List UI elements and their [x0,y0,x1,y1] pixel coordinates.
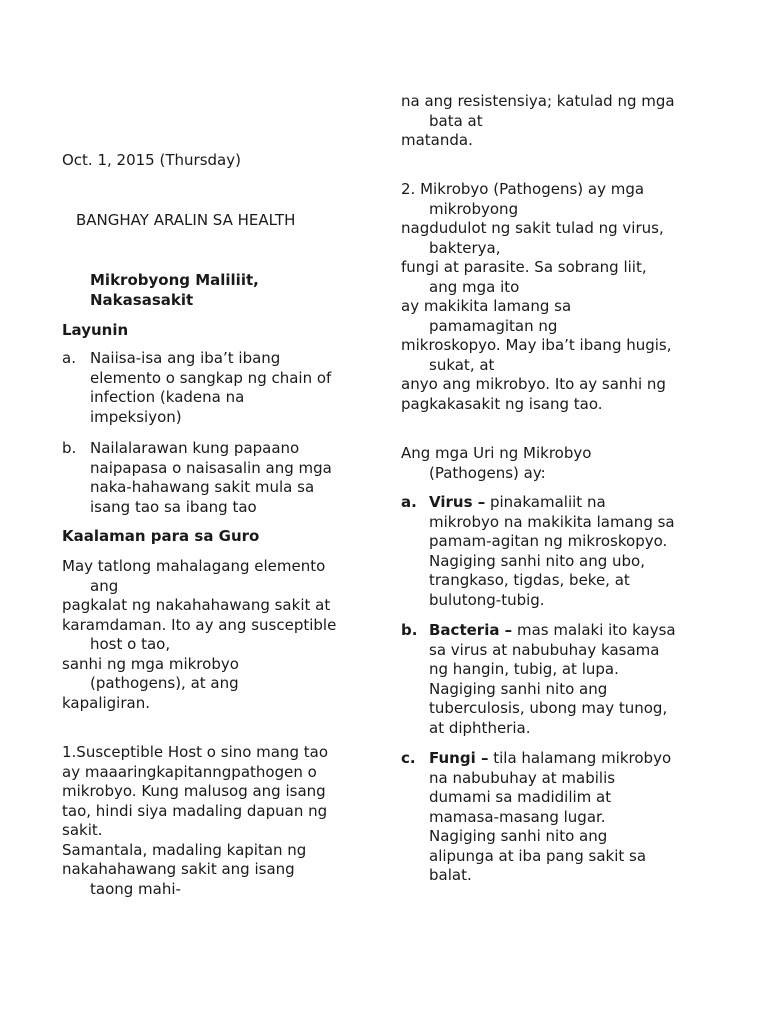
pathogen-type-fungi [401,749,691,886]
paragraph-line: ang [90,576,119,595]
objective-line: elemento o sangkap ng chain of [90,368,332,387]
paragraph-line: anyo ang mikrobyo. Ito ay sanhi ng [401,375,666,393]
type-line: pamam-agitan ng mikroskopyo. [429,532,668,550]
type-line: Nagiging sanhi nito ang [429,679,608,698]
paragraph-line: pagkakasakit ng isang tao. [401,394,603,413]
list-marker: b. [62,439,77,457]
paragraph-line: Ang mga Uri ng Mikrobyo [401,444,592,462]
paragraph-line: mikroskopyo. May iba’t ibang hugis, [401,336,672,354]
type-line: trangkaso, tigdas, beke, at [429,571,630,589]
paragraph-line: (pathogens), at ang [90,674,239,692]
type-line: mikrobyo na makikita lamang sa [429,512,675,531]
paragraph-line: bakterya, [429,238,501,257]
type-term: Bacteria – [429,621,513,639]
objective-line: Naiisa-isa ang iba’t ibang [90,349,281,367]
type-line: ng hangin, tubig, at lupa. [429,660,619,678]
objectives-heading [62,321,352,341]
type-line: bulutong-tubig. [429,590,545,609]
paragraph-line: kapaligiran. [62,693,150,712]
susceptible-host-paragraph [62,743,352,899]
objective-line: impeksiyon) [90,407,182,426]
teacher-heading-text: Kaalaman para sa Guro [62,527,260,545]
topic-line: Nakasasakit [90,290,194,309]
type-line: sa virus at nabubuhay kasama [429,640,660,659]
type-description: mas malaki ito kaysa [512,621,676,639]
lesson-date [62,151,352,171]
paragraph-line: taong mahi- [90,879,181,898]
paragraph-line: mikrobyong [429,199,519,218]
type-line: dumami sa madidilim at [429,788,612,806]
topic-line: Mikrobyong Maliliit, [90,271,259,289]
paragraph-line: nakahahawang sakit ang isang [62,860,295,878]
paragraph-line: pagkalat ng nakahahawang sakit at [62,596,331,614]
paragraph-line: karamdaman. Ito ay ang susceptible [62,615,337,634]
paragraph-line: sukat, at [429,355,495,374]
paragraph-line: ay makikita lamang sa [401,297,572,315]
type-term: Virus – [429,493,486,511]
paragraph-line: fungi at parasite. Sa sobrang liit, [401,258,647,276]
objective-line: naipapasa o naisasalin ang mga [90,458,332,477]
type-line: alipunga at iba pang sakit sa [429,846,647,865]
topic-title [62,271,380,310]
objective-item [62,439,352,517]
paragraph-line: ay maaaringkapitanngpathogen o [62,762,317,781]
type-description: tila halamang mikrobyo [488,749,672,767]
type-line: Nagiging sanhi nito ang [429,827,608,845]
paragraph-line: bata at [429,111,483,130]
date-text: Oct. 1, 2015 (Thursday) [62,151,241,169]
list-marker: a. [401,493,417,511]
teacher-knowledge-heading [62,527,352,547]
lesson-title [62,211,366,231]
objectives-heading-text: Layunin [62,321,129,339]
paragraph-line: matanda. [401,131,473,149]
title-text: BANGHAY ARALIN SA HEALTH [76,211,296,229]
paragraph-line: (Pathogens) ay: [429,463,546,482]
list-marker: c. [401,749,416,767]
objective-line: isang tao sa ibang tao [90,497,257,516]
intro-paragraph [62,557,352,713]
type-line: na nabubuhay at mabilis [429,768,616,787]
paragraph-line: nagdudulot ng sakit tulad ng virus, [401,219,664,237]
paragraph-line: pamamagitan ng [429,316,558,335]
type-line: Nagiging sanhi nito ang ubo, [429,551,646,570]
paragraph-line: May tatlong mahalagang elemento [62,557,326,575]
types-intro [401,444,691,483]
type-line: at diphtheria. [429,718,531,737]
paragraph-line: ang mga ito [429,277,520,296]
type-term: Fungi – [429,749,489,767]
paragraph-line: host o tao, [90,635,171,653]
paragraph-line: tao, hindi siya madaling dapuan ng [62,801,328,820]
paragraph-line: na ang resistensiya; katulad ng mga [401,92,675,110]
objective-line: infection (kadena na [90,388,245,406]
type-line: tuberculosis, ubong may tunog, [429,699,668,717]
pathogen-paragraph [401,180,691,414]
paragraph-line: Samantala, madaling kapitan ng [62,840,307,859]
paragraph-line: mikrobyo. Kung malusog ang isang [62,782,326,800]
objective-item [62,349,352,427]
paragraph-line: 2. Mikrobyo (Pathogens) ay mga [401,180,645,198]
paragraph-line: 1.Susceptible Host o sino mang tao [62,743,329,761]
continuation-paragraph [401,92,691,151]
list-marker: b. [401,621,418,639]
type-line: balat. [429,866,472,884]
paragraph-line: sakit. [62,821,103,839]
type-description: pinakamaliit na [485,493,606,511]
paragraph-line: sanhi ng mga mikrobyo [62,654,239,673]
list-marker: a. [62,349,76,367]
objective-line: naka-hahawang sakit mula sa [90,478,315,496]
pathogen-type-bacteria [401,621,691,738]
objective-line: Nailalarawan kung papaano [90,439,300,457]
type-line: mamasa-masang lugar. [429,807,606,826]
pathogen-type-virus [401,493,691,610]
